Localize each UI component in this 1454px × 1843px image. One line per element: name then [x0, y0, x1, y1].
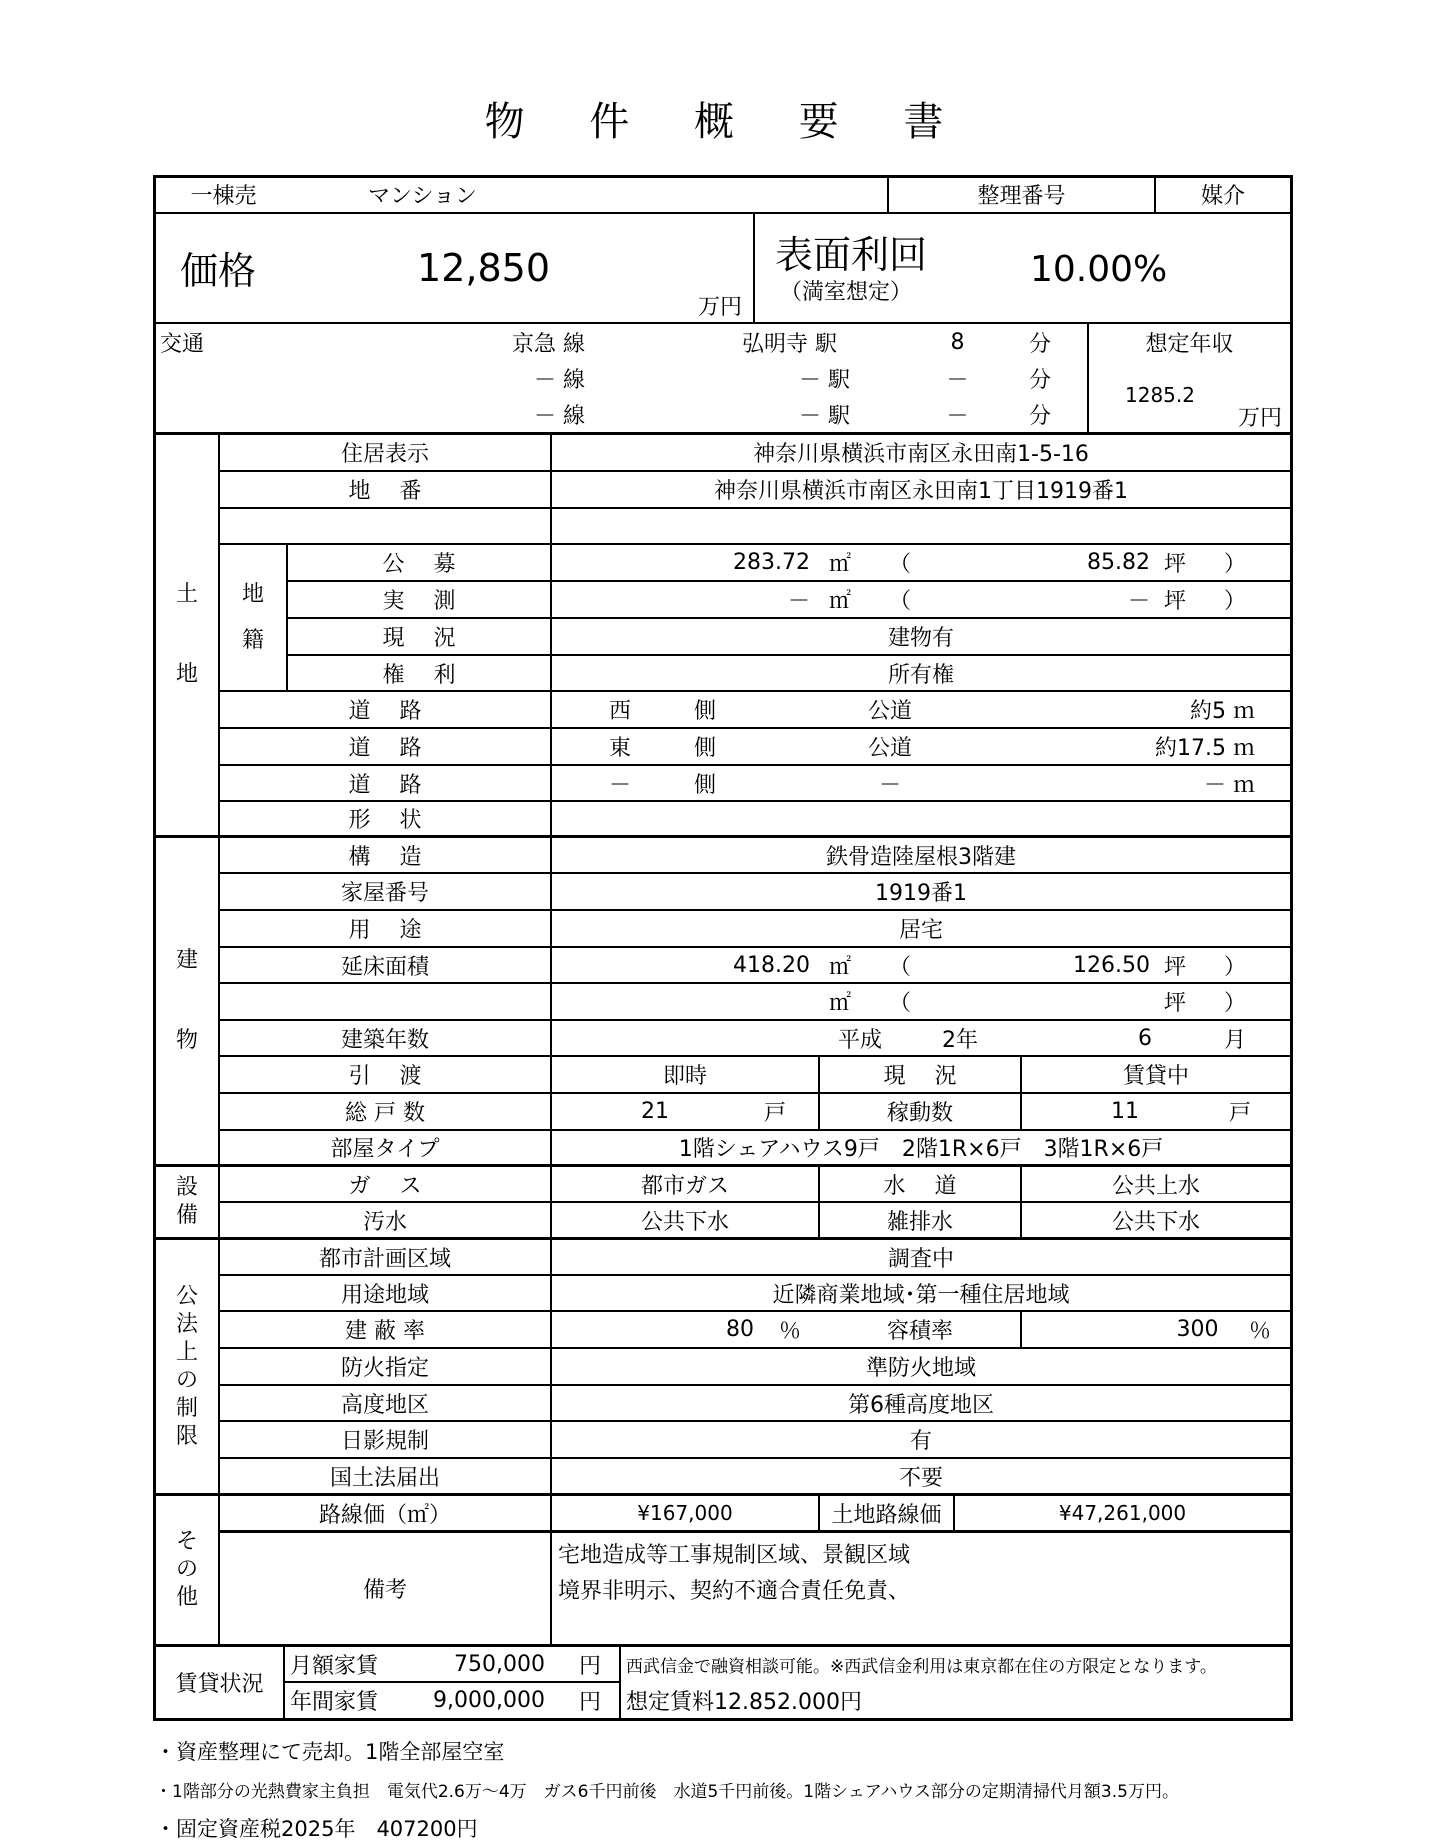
- transport-min-unit-1: 分: [1028, 331, 1051, 357]
- occupied-label: 稼動数: [886, 1101, 953, 1126]
- structure-label: 構 造: [348, 844, 422, 870]
- section-legal: 公法上の制限: [175, 1283, 198, 1449]
- transport-minutes-2: －: [946, 367, 969, 393]
- far-label: 容積率: [886, 1319, 953, 1344]
- building-month: 6: [1138, 1025, 1152, 1051]
- kenri-label: 権 利: [382, 662, 456, 688]
- structure-value: 鉄骨造陸屋根3階建: [826, 844, 1016, 870]
- land-route-price-value: ¥47,261,000: [1058, 1501, 1187, 1525]
- transport-station-1: 弘明寺 駅: [742, 331, 837, 357]
- road-label-1: 道 路: [348, 699, 422, 724]
- fire-label: 防火指定: [340, 1356, 429, 1381]
- annual-rent-value: 9,000,000: [433, 1688, 545, 1713]
- floor-area-m2-unit: ㎡: [828, 954, 851, 980]
- yield-label: 表面利回: [775, 232, 928, 277]
- house-number-label: 家屋番号: [340, 881, 429, 906]
- road-dir-3: －: [608, 772, 631, 798]
- transport-line-3: － 線: [534, 403, 585, 429]
- assumed-rent-note: 想定賃料12.852.000円: [626, 1690, 862, 1715]
- remarks-label: 備考: [362, 1578, 407, 1603]
- building-era: 平成: [837, 1027, 882, 1053]
- price-label: 価格: [180, 249, 257, 293]
- note-3: ・固定資産税2025年 407200円: [155, 1817, 478, 1841]
- bcr-value: 80: [726, 1317, 754, 1342]
- address-value: 神奈川県横浜市南区永田南1-5-16: [753, 442, 1089, 467]
- price-value: 12,850: [417, 245, 550, 290]
- note-2: ・1階部分の光熱費家主負担 電気代2.6万～4万 ガス6千円前後 水道5千円前後。1階シェアハウス部分の定期清掃代月額3.5万円。: [155, 1782, 1179, 1802]
- jissoku-paren-close: ）: [1223, 589, 1246, 614]
- total-units-label: 総 戸 数: [345, 1101, 425, 1126]
- height-district-label: 高度地区: [340, 1392, 429, 1418]
- extra-area-tsubo-unit: 坪: [1163, 991, 1186, 1016]
- handover-label: 引 渡: [348, 1064, 422, 1089]
- use-label: 用 途: [348, 918, 422, 943]
- occupied-value: 11: [1111, 1099, 1139, 1124]
- annual-rent-yen: 円: [578, 1690, 601, 1715]
- road-dir-1: 西: [608, 699, 631, 724]
- transport-minutes-3: －: [946, 403, 969, 429]
- sale-type: 一棟売: [190, 183, 257, 209]
- water-label: 水 道: [883, 1173, 957, 1199]
- section-land: 土地: [175, 582, 198, 687]
- floor-area-paren-close: ）: [1223, 954, 1246, 980]
- fire-value: 準防火地域: [865, 1356, 976, 1381]
- road-side-3: 側: [693, 772, 716, 798]
- road-label-3: 道 路: [348, 772, 422, 798]
- far-percent: ％: [1248, 1319, 1271, 1344]
- road-dir-2: 東: [608, 736, 631, 761]
- extra-area-paren-open: （: [888, 991, 911, 1016]
- remarks-line-2: 境界非明示、契約不適合責任免責、: [558, 1578, 911, 1604]
- transport-line-2: － 線: [534, 367, 585, 393]
- total-units-value: 21: [641, 1099, 669, 1124]
- drain-value: 公共下水: [1111, 1209, 1200, 1235]
- kobo-tsubo-unit: 坪: [1163, 552, 1186, 577]
- kobo-m2-unit: ㎡: [828, 552, 851, 577]
- transport-station-2: － 駅: [799, 367, 850, 393]
- road-width-1: 約5 ｍ: [1190, 699, 1255, 724]
- floor-area-tsubo-unit: 坪: [1163, 954, 1186, 980]
- floor-area-label: 延床面積: [340, 954, 429, 980]
- jissoku-m2: －: [787, 589, 810, 614]
- jissoku-label: 実 測: [382, 589, 456, 614]
- note-1: ・資産整理にて売却。1階全部屋空室: [155, 1740, 505, 1764]
- transport-line-1: 京急 線: [512, 331, 585, 357]
- annual-income-label: 想定年収: [1145, 331, 1234, 357]
- trade-type: 媒介: [1200, 183, 1245, 209]
- price-unit: 万円: [697, 294, 742, 320]
- extra-area-paren-close: ）: [1223, 991, 1246, 1016]
- jissoku-m2-unit: ㎡: [828, 589, 851, 614]
- jissoku-tsubo: －: [1127, 589, 1150, 614]
- building-year: 2年: [942, 1027, 978, 1053]
- road-width-2: 約17.5 ｍ: [1155, 736, 1255, 761]
- land-act-value: 不要: [898, 1465, 943, 1491]
- gas-label: ガ ス: [348, 1173, 422, 1199]
- transport-station-3: － 駅: [799, 403, 850, 429]
- handover-value: 即時: [662, 1064, 707, 1089]
- loan-note: 西武信金で融資相談可能。※西武信金利用は東京都在住の方限定となります。: [626, 1656, 1217, 1677]
- frame-bottom: [153, 1718, 1293, 1721]
- transport-min-unit-2: 分: [1028, 367, 1051, 393]
- kobo-paren-close: ）: [1223, 552, 1246, 577]
- shape-label: 形 状: [348, 808, 422, 833]
- annual-income-value: 1285.2: [1125, 383, 1195, 407]
- land-route-price-label: 土地路線価: [831, 1502, 942, 1528]
- annual-rent-label: 年間家賃: [290, 1690, 379, 1715]
- frame-right: [1290, 175, 1293, 1721]
- total-units-unit: 戸: [763, 1101, 786, 1126]
- use-value: 居宅: [898, 918, 943, 943]
- property-kind: マンション: [368, 183, 478, 209]
- road-type-3: －: [878, 772, 901, 798]
- lot-value: 神奈川県横浜市南区永田南1丁目1919番1: [714, 479, 1128, 504]
- road-type-1: 公道: [867, 699, 912, 724]
- land-act-label: 国土法届出: [329, 1465, 440, 1491]
- house-number-value: 1919番1: [875, 881, 967, 906]
- page-title: 物 件 概 要 書: [484, 99, 970, 145]
- yield-value: 10.00%: [1030, 248, 1168, 290]
- route-price-label: 路線価（㎡）: [318, 1502, 451, 1528]
- far-value: 300: [1176, 1317, 1219, 1342]
- shadow-value: 有: [909, 1429, 932, 1454]
- floor-area-tsubo: 126.50: [1073, 952, 1150, 978]
- building-age-label: 建築年数: [340, 1027, 429, 1053]
- kobo-tsubo: 85.82: [1087, 550, 1150, 575]
- remarks-line-1: 宅地造成等工事規制区域、景観区域: [558, 1542, 911, 1568]
- chiseki-label: 地籍: [241, 581, 264, 653]
- section-other: その他: [175, 1529, 198, 1610]
- building-status-label: 現 況: [883, 1064, 957, 1089]
- lot-label: 地 番: [348, 479, 422, 504]
- bcr-percent: ％: [778, 1319, 801, 1344]
- kenri-value: 所有権: [887, 662, 954, 688]
- section-building: 建物: [175, 948, 198, 1053]
- bcr-label: 建 蔽 率: [345, 1319, 425, 1344]
- route-price-value: ¥167,000: [637, 1501, 733, 1525]
- genkyo-label: 現 況: [382, 626, 456, 651]
- jissoku-tsubo-unit: 坪: [1163, 589, 1186, 614]
- section-facilities: 設備: [175, 1175, 198, 1228]
- zone-value: 近隣商業地域･第一種住居地域: [772, 1282, 1070, 1308]
- genkyo-value: 建物有: [887, 626, 954, 651]
- monthly-rent-label: 月額家賃: [290, 1653, 379, 1679]
- room-type-label: 部屋タイプ: [330, 1137, 440, 1162]
- gas-value: 都市ガス: [640, 1173, 729, 1199]
- section-rent: 賃貸状況: [175, 1672, 264, 1697]
- height-district-value: 第6種高度地区: [848, 1392, 994, 1418]
- drain-label: 雑排水: [886, 1209, 953, 1235]
- floor-area-paren-open: （: [888, 954, 911, 980]
- occupied-unit: 戸: [1228, 1101, 1251, 1126]
- water-value: 公共上水: [1111, 1173, 1200, 1199]
- building-status-value: 賃貸中: [1122, 1064, 1189, 1089]
- transport-min-unit-3: 分: [1028, 403, 1051, 429]
- sewage-value: 公共下水: [640, 1209, 729, 1235]
- road-type-2: 公道: [867, 736, 912, 761]
- shadow-label: 日影規制: [340, 1429, 429, 1454]
- jissoku-paren-open: （: [888, 589, 911, 614]
- monthly-rent-value: 750,000: [454, 1651, 545, 1677]
- transport-minutes-1: 8: [950, 329, 965, 355]
- building-month-unit: 月: [1223, 1027, 1246, 1053]
- city-planning-label: 都市計画区域: [318, 1246, 451, 1272]
- annual-income-unit: 万円: [1237, 405, 1282, 431]
- city-planning-value: 調査中: [887, 1246, 954, 1272]
- ref-number-label: 整理番号: [977, 183, 1066, 209]
- transport-label: 交通: [160, 331, 205, 357]
- sewage-label: 汚水: [362, 1209, 407, 1235]
- floor-area-m2: 418.20: [733, 952, 810, 978]
- extra-area-m2-unit: ㎡: [828, 991, 851, 1016]
- address-label: 住居表示: [340, 442, 429, 467]
- kobo-label: 公 募: [382, 552, 456, 577]
- kobo-paren-open: （: [888, 552, 911, 577]
- road-width-3: － ｍ: [1204, 772, 1255, 798]
- road-side-1: 側: [693, 699, 716, 724]
- kobo-m2: 283.72: [733, 550, 810, 575]
- monthly-rent-yen: 円: [578, 1653, 601, 1679]
- zone-label: 用途地域: [340, 1282, 429, 1308]
- road-label-2: 道 路: [348, 736, 422, 761]
- room-type-value: 1階シェアハウス9戸 2階1R×6戸 3階1R×6戸: [678, 1137, 1164, 1162]
- yield-note: （満室想定）: [780, 279, 913, 305]
- road-side-2: 側: [693, 736, 716, 761]
